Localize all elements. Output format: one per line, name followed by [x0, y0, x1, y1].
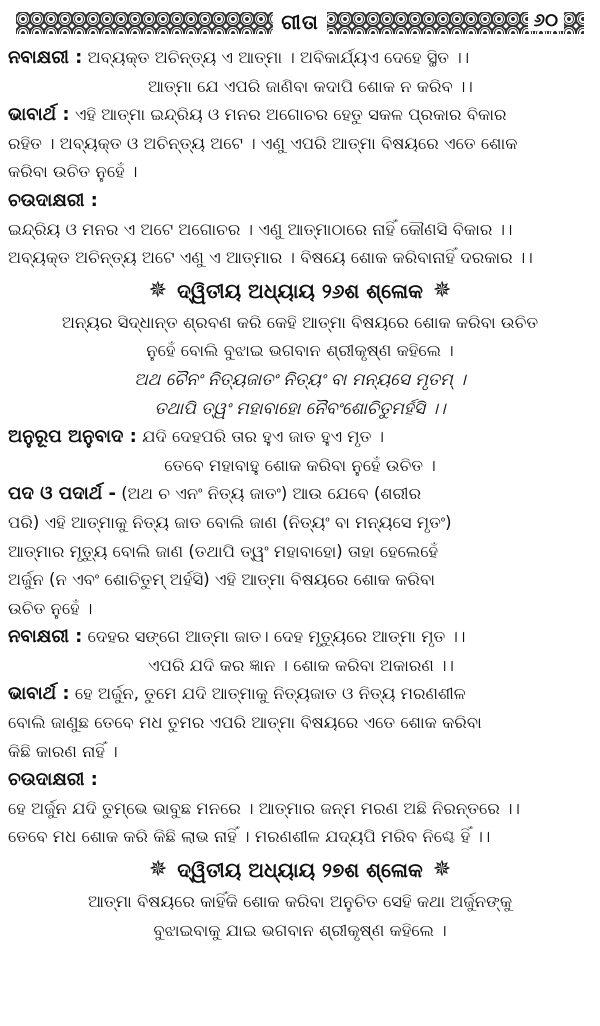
section-heading-text: ଦ୍ୱିତୀୟ ଅଧ୍ୟାୟ ୨୬ଶ ଶ୍ଳୋକ	[177, 278, 423, 303]
line-text: ଇନ୍ଦ୍ରିୟ ଓ ମନର ଏ ଅଟେ ଅଗୋଚର । ଏଣୁ ଆତ୍ମାଠାରେ ନାହିଁ କୌଣସି ବିକାର ।।	[8, 219, 513, 239]
line-text: କିଛି କାରଣ ନାହିଁ ।	[8, 741, 118, 761]
line-text: ବୋଲି ଜାଣୁଛ ତେବେ ମଧ ତୁମର ଏପରି ଆତ୍ମା ବିଷୟରେ ଏତେ ଶୋକ କରିବା	[8, 713, 482, 733]
text-line	[8, 423, 592, 452]
line-text: ରହିତ । ଅବ୍ୟକ୍ତ ଓ ଅଚିନ୍ତ୍ୟ ଅଟେ । ଏଣୁ ଏପରି ଆତ୍ମା ବିଷୟରେ ଏତେ ଶୋକ	[8, 133, 518, 153]
text-line	[8, 538, 592, 567]
line-text: ଦେହର ସଙ୍ଗେ ଆତ୍ମା ଜାତ। ଦେହ ମୃତ୍ୟୁରେ ଆତ୍ମା ମୃତ ।।	[87, 627, 466, 647]
text-line	[8, 101, 592, 130]
text-line	[8, 917, 592, 946]
section-label: ଅନୁରୂପ ଅନୁବାଦ :	[8, 426, 137, 448]
line-text: (ଅଥ ଚ ଏନଂ ନିତ୍ୟ ଜାତଂ) ଆଉ ଯେବେ (ଶରୀର	[121, 484, 422, 504]
line-text: ଆତ୍ମା ଯେ ଏପରି ଜାଣିବା କଦାପି ଶୋକ ନ କରିବ ।।	[148, 76, 473, 96]
text-line	[8, 73, 592, 102]
line-text: ଏହି ଆତ୍ମା ଇନ୍ଦ୍ରିୟ ଓ ମନର ଅଗୋଚର ହେତୁ ସକଳ ପ୍ରକାର ବିକାର	[74, 105, 507, 125]
text-line	[8, 337, 592, 366]
line-text: ଅନ୍ୟର ସିଦ୍ଧାନ୍ତ ଶ୍ରବଣ କରି କେହି ଆତ୍ମା ବିଷୟରେ ଶୋକ କରିବା ଉଚିତ	[61, 312, 539, 332]
section-label: ନବାକ୍ଷରୀ :	[8, 626, 83, 648]
line-text: ଆତ୍ମାର ମୃତ୍ୟୁ ବୋଲି ଜାଣ (ତଥାପି ତ୍ୱଂ ମହାବାହୋ) ତାହା ହେଲେହେଁ	[8, 541, 439, 561]
line-text: ଏପରି ଯଦି କର ଜ୍ଞାନ । ଶୋକ କରିବା ଅକାରଣ ।।	[148, 655, 454, 675]
page-number: ୬୦	[528, 10, 564, 31]
line-text: ନୁହେଁ ବୋଲି ବୁଝାଇ ଭଗବାନ ଶ୍ରୀକୃଷ୍ଣ କହିଲେ ।	[146, 341, 454, 361]
sparkle-asterisk-icon: ✵	[432, 277, 452, 303]
line-text: ଅର୍ଜୁନ (ନ ଏବଂ ଶୋଚିତୁମ୍ ଅର୍ହସି) ଏହି ଆତ୍ମା ବିଷୟରେ ଶୋକ କରିବା	[8, 570, 435, 590]
text-line	[8, 509, 592, 538]
line-text: ହେ ଅର୍ଜୁନ ଯଦି ତୁମ୍ଭେ ଭାବୁଛ ମନରେ । ଆତ୍ମାର ଜନ୍ମ ମରଣ ଅଛି ନିରନ୍ତରେ ।।	[8, 798, 520, 818]
text-line	[8, 452, 592, 481]
section-label: ଚଉଦାକ୍ଷରୀ :	[8, 189, 98, 211]
text-line	[8, 130, 592, 159]
text-line	[8, 766, 592, 795]
section-label: ପଦ ଓ ପଦାର୍ଥ -	[8, 483, 116, 505]
text-line	[8, 623, 592, 652]
text-line	[8, 158, 592, 187]
sparkle-asterisk-icon: ✵	[432, 857, 452, 883]
text-line	[8, 595, 592, 624]
text-line	[8, 709, 592, 738]
text-line	[8, 44, 592, 73]
sparkle-asterisk-icon: ✵	[148, 857, 168, 883]
sanskrit-verse-line: ଅଥ ଚୈନଂ ନିତ୍ୟଜାତଂ ନିତ୍ୟଂ ବା ମନ୍ୟସେ ମୃତମ୍ ।	[134, 369, 466, 390]
line-text: ହେ ଅର୍ଜୁନ, ତୁମେ ଯଦି ଆତ୍ମାକୁ ନିତ୍ୟଜାତ ଓ ନିତ୍ୟ ମରଣଶୀଳ	[74, 684, 466, 704]
text-line	[8, 480, 592, 509]
line-text: ପରି) ଏହି ଆତ୍ମାକୁ ନିତ୍ୟ ଜାତ ବୋଲି ଜାଣ (ନିତ୍ୟଂ ବା ମନ୍ୟସେ ମୃତଂ)	[8, 512, 452, 532]
text-line	[8, 888, 592, 917]
sparkle-asterisk-icon: ✵	[148, 277, 168, 303]
section-heading	[8, 852, 592, 888]
text-line	[8, 309, 592, 338]
text-line	[8, 652, 592, 681]
text-line	[8, 795, 592, 824]
line-text: କରିବା ଉଚିତ ନୁହେଁ ।	[8, 162, 138, 182]
section-label: ଚଉଦାକ୍ଷରୀ :	[8, 769, 98, 791]
text-line	[8, 680, 592, 709]
text-line	[8, 244, 592, 273]
page-title: ଗୀତା	[273, 10, 327, 34]
section-label: ଭାବାର୍ଥ :	[8, 104, 70, 126]
line-text: ଉଚିତ ନୁହେଁ ।	[8, 598, 93, 618]
document-body	[8, 44, 592, 945]
section-heading	[8, 273, 592, 309]
text-line	[8, 738, 592, 767]
line-text: ତେବେ ମହାବାହୁ ଶୋକ କରିବା ନୁହେଁ ଉଚିତ ।	[164, 455, 436, 475]
line-text: ଅବ୍ୟକ୍ତ ଅଚିନ୍ତ୍ୟ ଅଟେ ଏଣୁ ଏ ଆତ୍ମାର । ବିଷୟେ ଶୋକ କରିବାନାହିଁ ଦରକାର ।।	[8, 248, 533, 268]
section-heading-text: ଦ୍ୱିତୀୟ ଅଧ୍ୟାୟ ୨୭ଶ ଶ୍ଳୋକ	[177, 858, 423, 883]
section-label: ଭାବାର୍ଥ :	[8, 683, 70, 705]
section-label: ନବାକ୍ଷରୀ :	[8, 47, 83, 68]
line-text: ବୁଝାଇବାକୁ ଯାଇ ଭଗବାନ ଶ୍ରୀକୃଷ୍ଣ କହିଲେ ।	[153, 920, 447, 940]
line-text: ଅବ୍ୟକ୍ତ ଅଚିନ୍ତ୍ୟ ଏ ଆତ୍ମା । ଅବିକାର୍ଯ୍ୟଏ ଦେହେ ସ୍ଥିତ ।।	[87, 48, 470, 67]
text-line	[8, 216, 592, 245]
text-line	[8, 187, 592, 216]
text-line	[8, 823, 592, 852]
text-line	[8, 566, 592, 595]
sanskrit-verse-line: ତଥାପି ତ୍ୱଂ ମହାବାହୋ ନୈବଂଶୋଚିତୁମର୍ହସି ।।	[154, 398, 446, 419]
line-text: ଯଦି ଦେହପରି ତାର ହୁଏ ଜାତ ହୁଏ ମୃତ ।	[142, 427, 385, 447]
line-text: ତେବେ ମଧ ଶୋକ କରି କିଛି ଲାଭ ନାହିଁ । ମରଣଶୀଳ ଯଦ୍ୟପି ମରିବ ନିଶ୍ଚେ ହିଁ ।।	[8, 827, 491, 847]
page-header	[8, 0, 592, 44]
line-text: ଆତ୍ମା ବିଷୟରେ କାହିଁକି ଶୋକ କରିବା ଅନୁଚିତ ସେହି କଥା ଅର୍ଜୁନଙ୍କୁ	[87, 892, 513, 912]
